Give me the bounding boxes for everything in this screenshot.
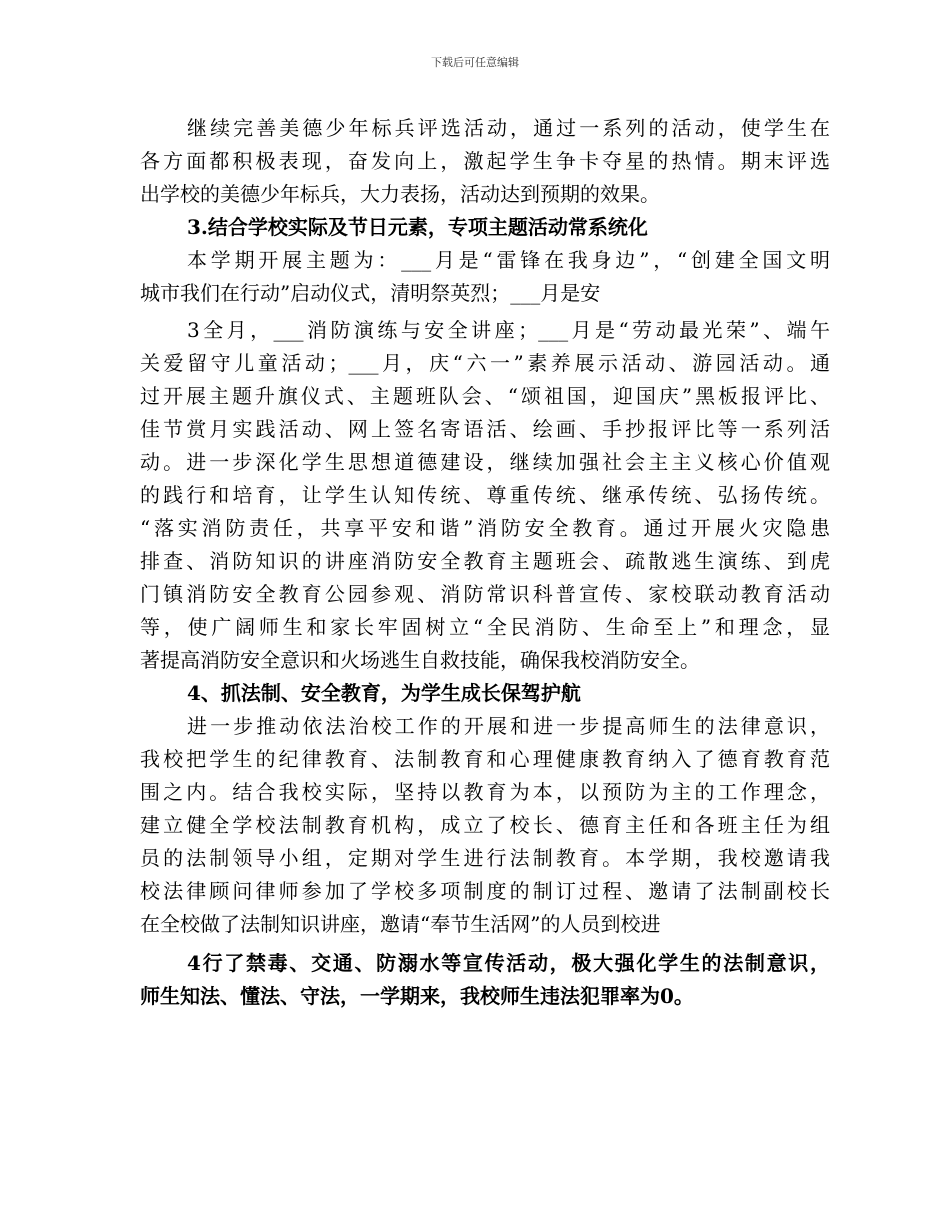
section-heading-3: 3.结合学校实际及节日元素，专项主题活动常系统化 — [187, 215, 648, 239]
text-line: 进一步推动依法治校工作的开展和进一步提高师生的法律意识， — [187, 714, 830, 738]
text-line: 关爱留守儿童活动；___月，庆“六一”素养展示活动、游园活动。通 — [140, 351, 830, 375]
text-line: 等，使广阔师生和家长牢固树立“全民消防、生命至上”和理念，显 — [140, 615, 830, 639]
text-line: 4行了禁毒、交通、防溺水等宣传活动，极大强化学生的法制意识， — [187, 951, 830, 975]
text-line: 继续完善美德少年标兵评选活动，通过一系列的活动，使学生在 — [187, 116, 830, 140]
paragraph-2 — [140, 244, 830, 310]
text-line: 的践行和培育，让学生认知传统、尊重传统、继承传统、弘扬传统。 — [140, 483, 830, 507]
section-heading-4: 4、抓法制、安全教育，为学生成长保驾护航 — [187, 681, 581, 705]
text-line: 在全校做了法制知识讲座，邀请“奉节生活网”的人员到校进 — [140, 912, 661, 936]
text-line: 动。进一步深化学生思想道德建设，继续加强社会主主义核心价值观 — [140, 450, 830, 474]
text-line: 师生知法、懂法、守法，一学期来，我校师生违法犯罪率为0。 — [140, 984, 694, 1008]
text-line: “落实消防责任，共享平安和谐”消防安全教育。通过开展火灾隐患 — [140, 516, 830, 540]
text-line: 门镇消防安全教育公园参观、消防常识科普宣传、家校联动教育活动 — [140, 582, 830, 606]
paragraph-5 — [140, 947, 830, 1013]
paragraph-1 — [140, 112, 830, 211]
text-line: 城市我们在行动”启动仪式，清明祭英烈；___月是安 — [140, 281, 601, 305]
paragraph-3 — [140, 314, 830, 677]
text-line: 排查、消防知识的讲座消防安全教育主题班会、疏散逃生演练、到虎 — [140, 549, 830, 573]
text-line: 校法律顾问律师参加了学校多项制度的制订过程、邀请了法制副校长 — [140, 879, 830, 903]
text-line: 出学校的美德少年标兵，大力表扬，活动达到预期的效果。 — [140, 182, 660, 206]
text-line: 员的法制领导小组，定期对学生进行法制教育。本学期，我校邀请我 — [140, 846, 830, 870]
text-line: 本学期开展主题为：___月是“雷锋在我身边”，“创建全国文明 — [187, 248, 830, 272]
text-line: 各方面都积极表现，奋发向上，激起学生争卡夺星的热情。期末评选 — [140, 149, 830, 173]
text-line: 围之内。结合我校实际，坚持以教育为本，以预防为主的工作理念， — [140, 780, 830, 804]
text-line: 3全月，___消防演练与安全讲座；___月是“劳动最光荣”、端午 — [187, 318, 830, 342]
text-line: 过开展主题升旗仪式、主题班队会、“颂祖国，迎国庆”黑板报评比、 — [140, 384, 830, 408]
text-line: 著提高消防安全意识和火场逃生自救技能，确保我校消防安全。 — [140, 648, 700, 672]
text-line: 我校把学生的纪律教育、法制教育和心理健康教育纳入了德育教育范 — [140, 747, 830, 771]
page-header: 下载后可任意编辑 — [431, 56, 519, 69]
document-body — [140, 112, 830, 1013]
text-line: 建立健全学校法制教育机构，成立了校长、德育主任和各班主任为组 — [140, 813, 830, 837]
text-line: 佳节赏月实践活动、网上签名寄语活、绘画、手抄报评比等一系列活 — [140, 417, 830, 441]
paragraph-4 — [140, 710, 830, 941]
